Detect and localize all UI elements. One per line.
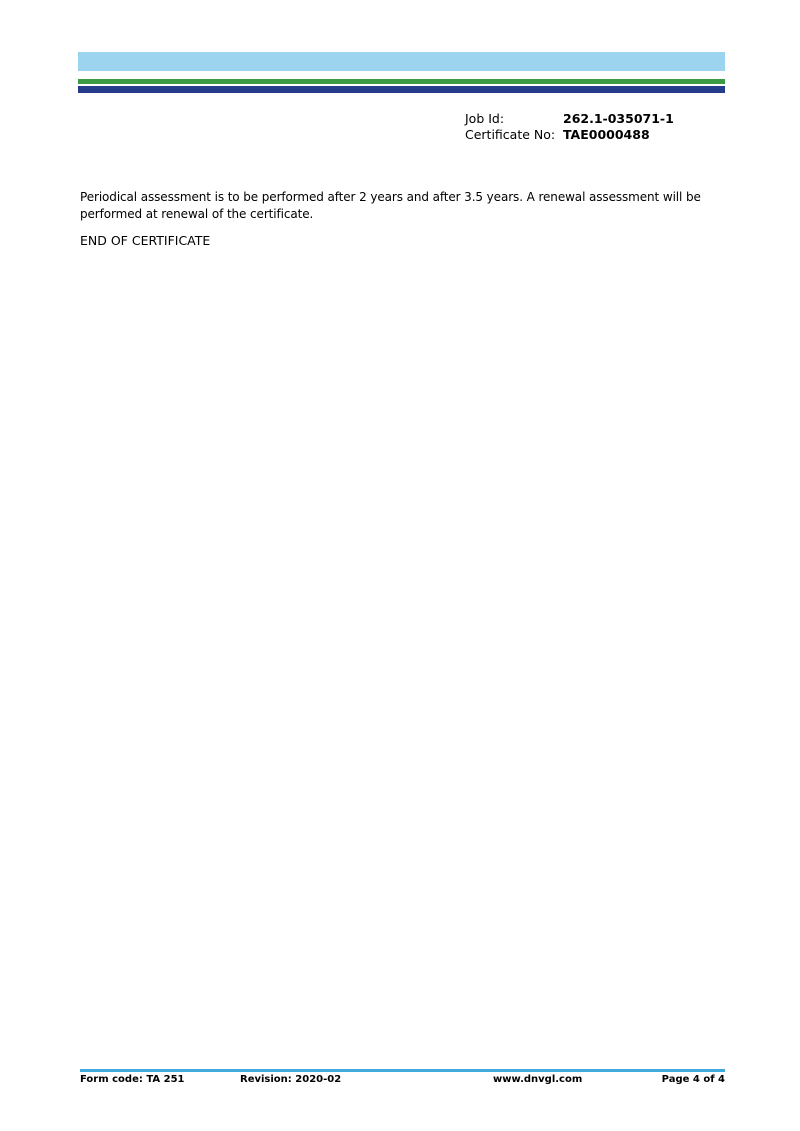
certificate-no-label: Certificate No: (465, 127, 556, 142)
footer-page-number: Page 4 of 4 (661, 1074, 725, 1085)
footer-website-link[interactable]: www.dnvgl.com (493, 1074, 583, 1085)
header-bar-dark-blue (78, 86, 725, 93)
footer-form-code: Form code: TA 251 (80, 1074, 185, 1085)
job-id-value: 262.1-035071-1 (563, 111, 674, 126)
certificate-no-value: TAE0000488 (563, 127, 650, 142)
assessment-paragraph: Periodical assessment is to be performed after 2 years and after 3.5 years. A renewal assessment will be performed at renewal of the certificate. (80, 190, 701, 221)
footer-revision: Revision: 2020-02 (240, 1074, 342, 1085)
end-of-certificate-text: END OF CERTIFICATE (80, 233, 211, 248)
header-bar-light-blue (78, 52, 725, 71)
job-id-label: Job Id: (465, 111, 505, 126)
footer-divider (80, 1069, 725, 1072)
document-meta (465, 111, 674, 143)
header-bar-green (78, 79, 725, 84)
